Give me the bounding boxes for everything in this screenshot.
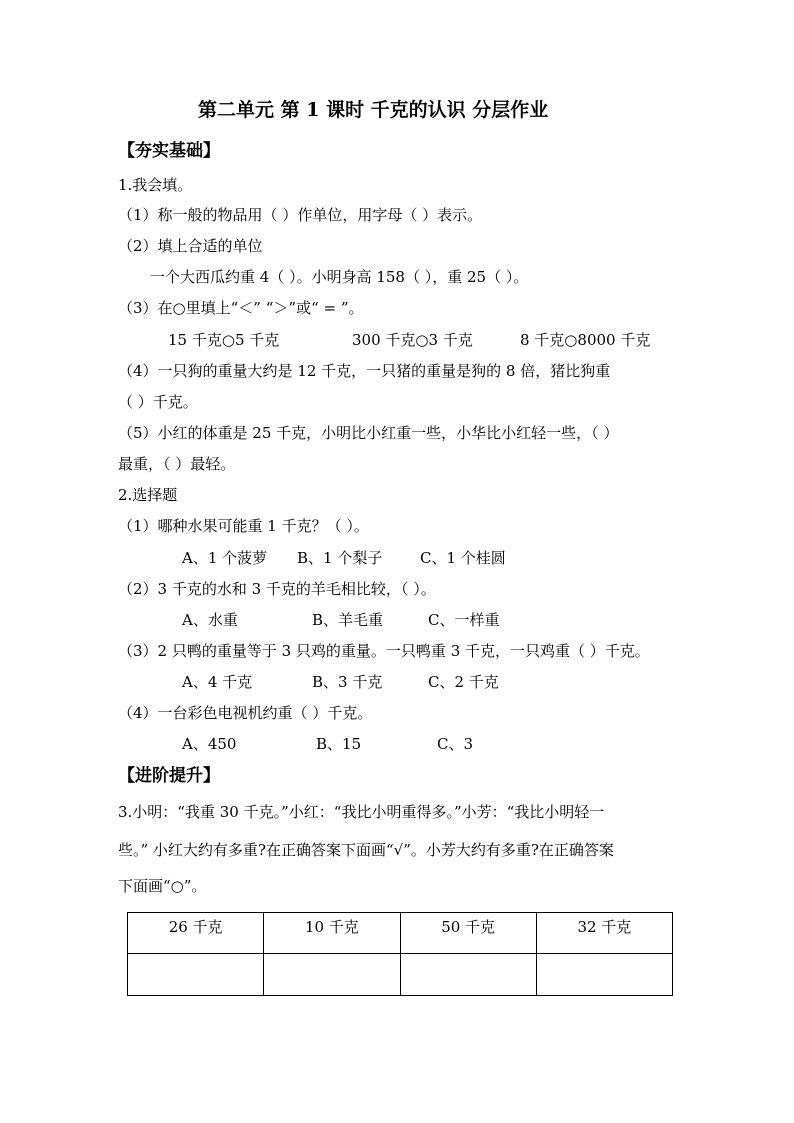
table-header-row — [128, 913, 673, 954]
table-answer-row — [128, 954, 673, 996]
q2-heading: 2.选择题 — [118, 486, 178, 504]
answer-cell[interactable] — [128, 954, 264, 996]
q1-part5-line1: （5）小红的体重是 25 千克，小明比小红重一些，小华比小红轻一些，（ ） — [118, 424, 619, 442]
answer-cell[interactable] — [536, 954, 672, 996]
q2-sub4-option-b: B、15 — [316, 735, 362, 753]
q2-sub3-option-c: C、2 千克 — [428, 673, 499, 691]
q1-part2-line: 一个大西瓜约重 4（ ）。小明身高 158（ ），重 25（ ）。 — [150, 268, 529, 286]
q2-sub1-option-b: B、1 个梨子 — [297, 549, 383, 567]
q2-sub1-option-a: A、1 个菠萝 — [182, 549, 268, 567]
q2-sub1-option-c: C、1 个桂圆 — [420, 549, 506, 567]
table-header-cell: 50 千克 — [400, 913, 536, 954]
q2-sub2: （2）3 千克的水和 3 千克的羊毛相比较，（ ）。 — [118, 580, 436, 598]
q1-part3-item-3: 8 千克○8000 千克 — [520, 331, 651, 349]
q2-sub4: （4）一台彩色电视机约重（ ）千克。 — [118, 704, 373, 722]
table-header-cell: 26 千克 — [128, 913, 264, 954]
q2-sub3: （3）2 只鸭的重量等于 3 只鸡的重量。一只鸭重 3 千克，一只鸡重（ ）千克。 — [118, 642, 650, 660]
table-header-cell: 10 千克 — [264, 913, 400, 954]
q1-part3-item-2: 300 千克○3 千克 — [352, 331, 473, 349]
answer-cell[interactable] — [400, 954, 536, 996]
q2-sub4-option-c: C、3 — [437, 735, 474, 753]
q1-part3-item-1: 15 千克○5 千克 — [168, 331, 280, 349]
section-heading-advanced: 【进阶提升】 — [118, 766, 220, 786]
q1-part4-line2: （ ）千克。 — [118, 393, 198, 411]
q2-sub1: （1）哪种水果可能重 1 千克？（ ）。 — [118, 517, 369, 535]
q1-part4-line1: （4）一只狗的重量大约是 12 千克，一只猪的重量是狗的 8 倍，猪比狗重 — [118, 362, 611, 380]
q1-part1: （1）称一般的物品用（ ）作单位，用字母（ ）表示。 — [118, 206, 483, 224]
q2-sub3-option-b: B、3 千克 — [312, 673, 383, 691]
table-header-cell: 32 千克 — [536, 913, 672, 954]
q2-sub3-option-a: A、4 千克 — [182, 673, 253, 691]
q2-sub2-option-c: C、一样重 — [428, 611, 500, 629]
section-heading-basic: 【夯实基础】 — [118, 141, 220, 161]
q1-part5-line2: 最重，（ ）最轻。 — [118, 455, 236, 473]
q2-sub4-option-a: A、450 — [182, 735, 237, 753]
q3-line3: 下面画“○”。 — [118, 877, 207, 895]
q3-line2: 些。” 小红大约有多重?在正确答案下面画“√”。小芳大约有多重?在正确答案 — [118, 841, 614, 859]
q1-heading: 1.我会填。 — [118, 176, 193, 194]
q3-line1: 3.小明：“我重 30 千克。”小红：“我比小明重得多。”小芳：“我比小明轻一 — [118, 803, 605, 821]
q2-sub2-option-a: A、水重 — [182, 611, 238, 629]
q1-part3: （3）在○里填上“＜” “＞”或“ = ”。 — [118, 299, 364, 317]
q1-part2: （2）填上合适的单位 — [118, 237, 263, 255]
q2-sub2-option-b: B、羊毛重 — [312, 611, 384, 629]
answer-table — [127, 912, 673, 996]
answer-cell[interactable] — [264, 954, 400, 996]
page-title: 第二单元 第 1 课时 千克的认识 分层作业 — [198, 99, 549, 121]
